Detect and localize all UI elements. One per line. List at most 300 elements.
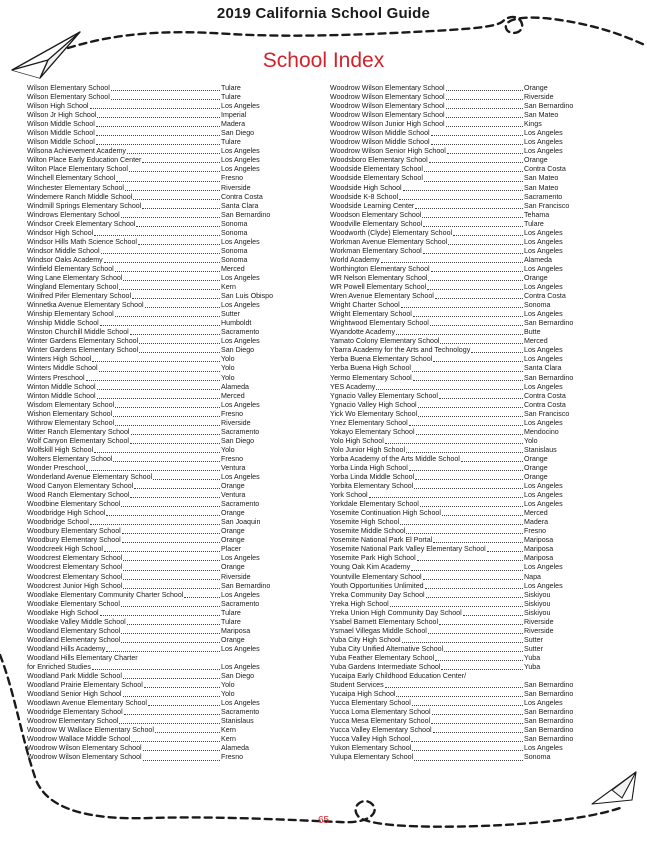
dot-leader: [385, 442, 523, 444]
dot-leader: [433, 541, 523, 543]
county-name: Imperial: [221, 111, 247, 120]
county-name: Los Angeles: [221, 156, 260, 165]
county-name: Sacramento: [221, 427, 260, 436]
index-entry: [27, 165, 297, 174]
county-name: Sonoma: [524, 301, 551, 310]
county-name: San Bernardino: [221, 581, 271, 590]
index-entry: [330, 708, 600, 717]
county-name: San Diego: [221, 672, 255, 681]
county-name: Siskiyou: [524, 599, 551, 608]
index-entry: [330, 319, 600, 328]
index-entry: [27, 536, 297, 545]
dot-leader: [111, 98, 220, 100]
school-name: Winters High School: [27, 355, 92, 364]
school-name: Windsor Hills Math Science School: [27, 237, 137, 246]
county-name: Yuba: [524, 663, 541, 671]
index-entry: [330, 464, 600, 473]
index-entry: [27, 455, 297, 464]
dot-leader: [412, 704, 523, 706]
index-entry: [27, 627, 297, 636]
page-title: School Index: [262, 49, 385, 72]
dot-leader: [123, 569, 220, 571]
county-name: Los Angeles: [221, 644, 260, 653]
dot-leader: [424, 170, 523, 172]
dot-leader: [376, 388, 523, 390]
school-name: Woodrow Wallace Middle School: [27, 735, 131, 744]
county-name: Merced: [221, 264, 245, 273]
dot-leader: [416, 433, 523, 435]
dot-leader: [411, 569, 523, 571]
county-name: Los Angeles: [221, 301, 260, 310]
school-name: Youth Opportunities Unlimited: [330, 581, 424, 590]
dot-leader: [403, 189, 523, 191]
dot-leader: [417, 559, 523, 561]
index-entry: [330, 156, 600, 165]
dot-leader: [119, 288, 220, 290]
index-entry: [27, 518, 297, 527]
school-name: Yorba Academy of the Arts Middle School: [330, 454, 460, 463]
county-name: Los Angeles: [221, 273, 260, 282]
county-name: Los Angeles: [524, 744, 563, 753]
dot-leader: [439, 397, 523, 399]
school-name: Woodside K-8 School: [330, 192, 399, 201]
county-name: Fresno: [524, 527, 547, 536]
school-name: Woodridge Elementary School: [27, 708, 123, 717]
dot-leader: [86, 379, 220, 381]
county-name: San Mateo: [524, 111, 559, 120]
county-name: Los Angeles: [524, 491, 563, 500]
index-entry: [27, 491, 297, 500]
index-entry: [330, 238, 600, 247]
school-name: Yamato Colony Elementary School: [330, 337, 440, 346]
county-name: Los Angeles: [524, 283, 563, 292]
school-name: Windsor Creek Elementary School: [27, 219, 136, 228]
index-column-right: [330, 84, 600, 763]
county-name: Orange: [524, 454, 548, 463]
school-name: Woodworth (Clyde) Elementary School: [330, 228, 453, 237]
county-name: Alameda: [221, 744, 249, 753]
dot-leader: [90, 523, 220, 525]
county-name: Kern: [221, 283, 236, 292]
index-entry: [27, 654, 297, 663]
county-name: San Francisco: [524, 201, 570, 210]
dot-leader: [418, 415, 523, 417]
index-entry: [330, 165, 600, 174]
county-name: Yolo: [221, 690, 235, 699]
index-entry: [27, 256, 297, 265]
dot-leader: [113, 415, 220, 417]
index-entry: [27, 238, 297, 247]
county-name: San Mateo: [524, 183, 559, 192]
dot-leader: [153, 478, 220, 480]
dot-leader: [121, 605, 220, 607]
dot-leader: [123, 279, 220, 281]
index-entry: [330, 301, 600, 310]
dot-leader: [418, 406, 523, 408]
school-name: Ysmael Villegas Middle School: [330, 626, 427, 635]
county-name: Los Angeles: [524, 581, 563, 590]
county-name: Ventura: [221, 491, 246, 500]
school-name: Woodcrest Elementary School: [27, 563, 123, 572]
index-entry: [330, 491, 600, 500]
index-entry: [27, 102, 297, 111]
dot-leader: [96, 143, 220, 145]
school-name: York School: [330, 491, 368, 500]
dot-leader: [446, 116, 523, 118]
index-entry: [27, 726, 297, 735]
school-name: Yuba City High School: [330, 635, 401, 644]
dot-leader: [138, 243, 220, 245]
school-name: Woodrow Wilson Elementary School: [27, 753, 142, 762]
county-name: Los Angeles: [221, 102, 260, 111]
school-name: Yucca Valley Elementary School: [330, 726, 432, 735]
dot-leader: [106, 650, 220, 652]
county-name: Los Angeles: [221, 237, 260, 246]
school-name: World Academy: [330, 255, 380, 264]
school-name: Ybarra Academy for the Arts and Technology: [330, 346, 471, 355]
school-name: Wilson Middle School: [27, 120, 95, 129]
dot-leader: [400, 523, 523, 525]
school-name: Wisdom Elementary School: [27, 400, 115, 409]
county-name: Yolo: [221, 364, 235, 373]
school-name: Wilson Middle School: [27, 138, 95, 147]
index-entry: [27, 392, 297, 401]
county-name: Orange: [221, 527, 245, 536]
county-name: Los Angeles: [221, 590, 260, 599]
index-entry: [27, 111, 297, 120]
school-name: Winters Middle School: [27, 364, 98, 373]
school-name: Woodville Elementary School: [330, 219, 423, 228]
county-name: Yolo: [221, 355, 235, 364]
school-name: WR Powell Elementary School: [330, 283, 427, 292]
index-entry: [330, 419, 600, 428]
school-name: Yosemite National Park Valley Elementary School: [330, 545, 486, 554]
index-entry: [330, 265, 600, 274]
county-name: Mariposa: [524, 536, 554, 545]
dot-leader: [134, 487, 220, 489]
index-entry: [330, 446, 600, 455]
school-name: Woodland Hills Academy: [27, 644, 106, 653]
index-entry: [27, 247, 297, 256]
index-entry: [27, 717, 297, 726]
index-entry: [330, 663, 600, 672]
index-entry: [27, 364, 297, 373]
dot-leader: [390, 605, 523, 607]
index-entry: [330, 681, 600, 690]
dot-leader: [97, 388, 220, 390]
index-entry: [27, 437, 297, 446]
school-name: Wonderland Avenue Elementary School: [27, 473, 153, 482]
index-entry: [330, 455, 600, 464]
index-entry: [27, 563, 297, 572]
index-entry: [27, 446, 297, 455]
school-name: Withrow Elementary School: [27, 418, 115, 427]
school-name: Woodrow Wilson Elementary School: [330, 93, 445, 102]
index-entry: [330, 138, 600, 147]
index-entry: [330, 374, 600, 383]
county-name: Merced: [221, 391, 245, 400]
dot-leader: [129, 170, 220, 172]
dot-leader: [133, 198, 220, 200]
index-entry: [330, 753, 600, 762]
index-entry: [330, 283, 600, 292]
dot-leader: [97, 116, 220, 118]
index-entry: [330, 518, 600, 527]
index-entry: [330, 428, 600, 437]
school-name: Winfield Elementary School: [27, 264, 114, 273]
school-name: Woodrow Elementary School: [27, 717, 119, 726]
index-entry: [330, 229, 600, 238]
county-name: San Bernardino: [524, 690, 574, 699]
county-name: Fresno: [221, 753, 244, 762]
county-name: Alameda: [524, 255, 552, 264]
dot-leader: [446, 107, 523, 109]
index-entry: [27, 636, 297, 645]
school-name: Yerba Buena Elementary School: [330, 355, 433, 364]
county-name: Los Angeles: [524, 699, 563, 708]
index-entry: [27, 292, 297, 301]
index-entry: [27, 202, 297, 211]
index-entry: [27, 319, 297, 328]
county-name: Tehama: [524, 210, 550, 219]
dot-leader: [100, 614, 220, 616]
dot-leader: [369, 496, 523, 498]
school-name: Worthington Elementary School: [330, 264, 430, 273]
index-entry: [27, 174, 297, 183]
county-name: Riverside: [221, 572, 251, 581]
index-entry: [27, 473, 297, 482]
county-name: Los Angeles: [221, 554, 260, 563]
school-name: Woodrow Wilson Elementary School: [330, 111, 445, 120]
county-name: Tulare: [524, 219, 544, 228]
school-name: Windmill Springs Elementary School: [27, 201, 142, 210]
school-name: YES Academy: [330, 382, 376, 391]
school-name: Yorbita Elementary School: [330, 482, 414, 491]
county-name: Los Angeles: [221, 337, 260, 346]
index-entry: [27, 328, 297, 337]
index-entry: [330, 410, 600, 419]
county-name: Tulare: [221, 617, 241, 626]
school-name: Woodlake Elementary School: [27, 599, 120, 608]
school-name: Woodbridge High School: [27, 509, 106, 518]
county-name: Sutter: [221, 310, 240, 319]
school-name: Wilson Elementary School: [27, 84, 110, 92]
dot-leader: [123, 578, 220, 580]
index-entry: [330, 328, 600, 337]
dot-leader: [130, 333, 220, 335]
dot-leader: [101, 252, 220, 254]
school-name: Woodside Elementary School: [330, 174, 423, 183]
dot-leader: [461, 460, 523, 462]
school-name: Woodlawn Avenue Elementary School: [27, 699, 148, 708]
dot-leader: [94, 451, 220, 453]
county-name: San Bernardino: [524, 735, 574, 744]
dot-leader: [447, 152, 523, 154]
dot-leader: [435, 297, 523, 299]
dot-leader: [99, 370, 220, 372]
county-name: Madera: [524, 518, 549, 527]
dot-leader: [415, 207, 523, 209]
county-name: Los Angeles: [524, 418, 563, 427]
school-name: Yosemite Continuation High School: [330, 509, 441, 518]
index-entry: [27, 120, 297, 129]
dot-leader: [125, 189, 220, 191]
school-name: Yolo Junior High School: [330, 445, 406, 454]
dot-leader: [96, 125, 220, 127]
index-entry: [27, 527, 297, 536]
school-name: Windemere Ranch Middle School: [27, 192, 133, 201]
county-name: Los Angeles: [524, 264, 563, 273]
dot-leader: [136, 225, 220, 227]
dot-leader: [401, 306, 523, 308]
index-entry: [27, 374, 297, 383]
county-name: Sonoma: [221, 255, 248, 264]
county-name: Mariposa: [524, 545, 554, 554]
county-name: Kings: [524, 120, 542, 129]
dot-leader: [406, 532, 523, 534]
county-name: Los Angeles: [524, 237, 563, 246]
dot-leader: [428, 632, 523, 634]
index-entry: [330, 672, 600, 681]
dot-leader: [471, 351, 523, 353]
school-name: Wonder Preschool: [27, 463, 86, 472]
index-entry: [27, 156, 297, 165]
school-name: Yuba City Unified Alternative School: [330, 644, 444, 653]
school-name: Wolf Canyon Elementary School: [27, 436, 129, 445]
county-name: Los Angeles: [221, 400, 260, 409]
school-name: Woodrow Wilson Middle School: [330, 129, 430, 138]
school-name: Wood Canyon Elementary School: [27, 482, 134, 491]
dot-leader: [142, 207, 220, 209]
dot-leader: [439, 623, 523, 625]
school-name: Yucca Mesa Elementary School: [330, 717, 431, 726]
index-entry: [330, 383, 600, 392]
school-name: Wilson Elementary School: [27, 93, 110, 102]
dot-leader: [121, 641, 220, 643]
school-name: Yerba Buena High School: [330, 364, 411, 373]
dot-leader: [111, 89, 220, 91]
dot-leader: [142, 161, 220, 163]
index-entry: [330, 735, 600, 744]
county-name: Merced: [524, 509, 548, 518]
dot-leader: [144, 686, 220, 688]
dot-leader: [119, 722, 220, 724]
county-name: San Bernardino: [524, 708, 574, 717]
school-name: Woodrow Wilson Junior High School: [330, 120, 445, 129]
index-entry: [27, 346, 297, 355]
dot-leader: [100, 324, 220, 326]
school-name: Woodside Elementary School: [330, 165, 423, 174]
dot-leader: [122, 541, 220, 543]
county-name: Riverside: [221, 183, 251, 192]
school-name: Yukon Elementary School: [330, 744, 412, 753]
school-name: Winship Middle School: [27, 319, 99, 328]
dot-leader: [121, 216, 220, 218]
county-name: San Bernardino: [524, 319, 574, 328]
index-entry: [330, 184, 600, 193]
county-name: Los Angeles: [221, 473, 260, 482]
school-name: for Enriched Studies: [27, 663, 91, 671]
dot-leader: [121, 632, 220, 634]
school-name: Yreka Community Day School: [330, 590, 425, 599]
index-entry: [330, 500, 600, 509]
dot-leader: [92, 668, 220, 670]
school-name: Yorba Linda Middle School: [330, 473, 415, 482]
county-name: Siskiyou: [524, 608, 551, 617]
county-name: Riverside: [221, 418, 251, 427]
dot-leader: [413, 379, 523, 381]
dot-leader: [453, 234, 523, 236]
county-name: Orange: [221, 536, 245, 545]
dot-leader: [143, 759, 220, 761]
index-entry: [330, 364, 600, 373]
dot-leader: [139, 351, 220, 353]
index-entry: [330, 582, 600, 591]
dot-leader: [396, 695, 523, 697]
index-entry: [27, 735, 297, 744]
dot-leader: [446, 98, 523, 100]
school-name: Ygnacio Valley High School: [330, 400, 417, 409]
index-entry: [27, 355, 297, 364]
county-name: Sonoma: [221, 219, 248, 228]
school-name: Wolfskill High School: [27, 445, 94, 454]
school-name: Ysabel Barnett Elementary School: [330, 617, 439, 626]
school-name: Wilton Place Early Education Center: [27, 156, 142, 165]
school-name: Yucca Elementary School: [330, 699, 411, 708]
index-entry: [27, 301, 297, 310]
county-name: Los Angeles: [524, 310, 563, 319]
school-name: Yreka High School: [330, 599, 389, 608]
school-name: Wolters Elementary School: [27, 454, 113, 463]
index-entry: [330, 645, 600, 654]
school-name: Woodrow Wilson Senior High School: [330, 147, 446, 156]
county-name: Contra Costa: [524, 400, 566, 409]
index-entry: [330, 618, 600, 627]
index-entry: [27, 220, 297, 229]
school-name: Ynez Elementary School: [330, 418, 408, 427]
dot-leader: [409, 469, 523, 471]
index-entry: [330, 573, 600, 582]
county-name: Mariposa: [221, 626, 251, 635]
dot-leader: [427, 288, 523, 290]
dot-leader: [420, 505, 523, 507]
county-name: Yolo: [221, 373, 235, 382]
dot-leader: [145, 306, 220, 308]
school-name: Wilson High School: [27, 102, 89, 111]
county-name: San Bernardino: [524, 726, 574, 735]
county-name: Los Angeles: [524, 246, 563, 255]
school-name: Woodbine Elementary School: [27, 500, 121, 509]
dot-leader: [446, 125, 523, 127]
guide-title: 2019 California School Guide: [216, 5, 431, 22]
county-name: Kern: [221, 726, 236, 735]
index-entry: [330, 102, 600, 111]
index-entry: [330, 554, 600, 563]
dot-leader: [435, 659, 523, 661]
dot-leader: [131, 740, 220, 742]
index-entry: [27, 582, 297, 591]
county-name: Los Angeles: [524, 147, 563, 156]
county-name: Yolo: [221, 445, 235, 454]
dot-leader: [402, 641, 523, 643]
school-name: Yosemite Park High School: [330, 554, 416, 563]
county-name: Fresno: [221, 174, 244, 183]
county-name: San Joaquin: [221, 518, 261, 527]
school-name: Woodland Elementary School: [27, 626, 121, 635]
school-name: Winter Gardens Elementary School: [27, 337, 139, 346]
dot-leader: [433, 360, 523, 362]
index-entry: [330, 591, 600, 600]
